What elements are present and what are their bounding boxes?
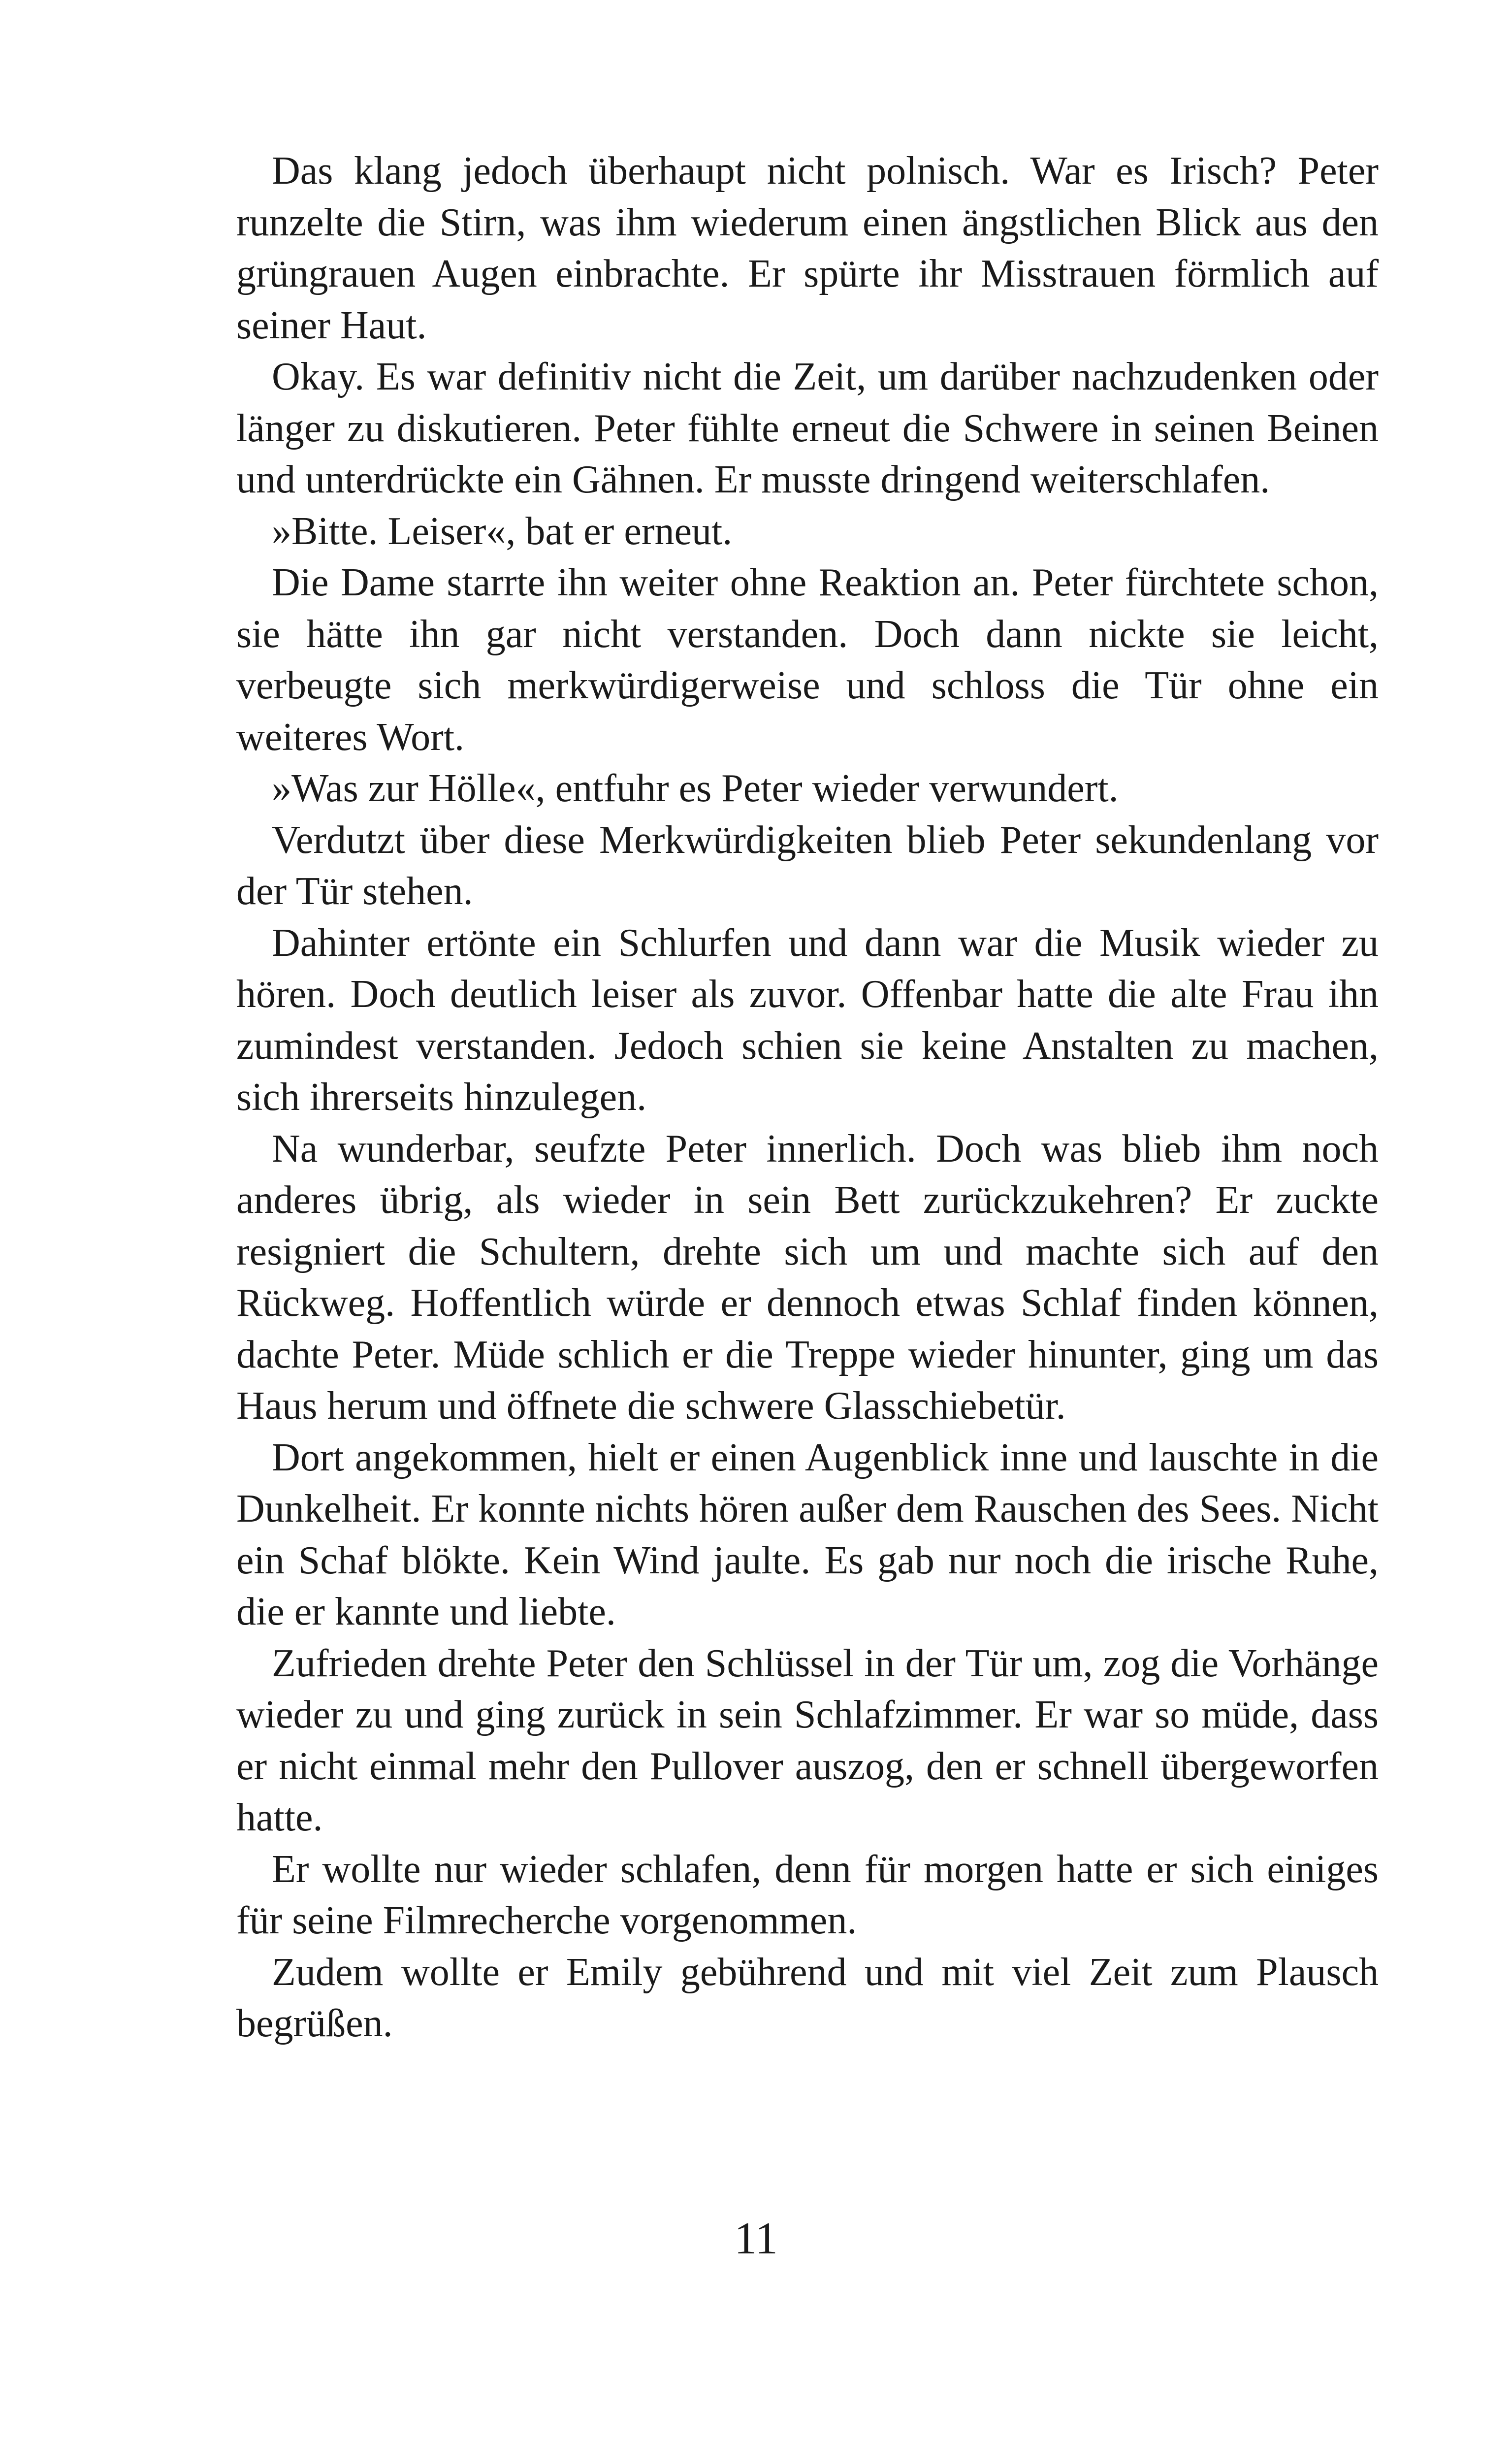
paragraph: Dahinter ertönte ein Schlurfen und dann war die Musik wieder zu hören. Doch deutlich leiser als zuvor. Offenbar hatte die alte Frau ihn zumindest verstanden. Jedoch schien sie keine Anstalten zu machen, sich ihrerseits hinzulegen. bbox=[236, 921, 1379, 1119]
paragraph: Er wollte nur wieder schlafen, denn für morgen hatte er sich einiges für seine Filmrecherche vorgenommen. bbox=[236, 1847, 1379, 1942]
paragraph: Na wunderbar, seufzte Peter innerlich. Doch was blieb ihm noch anderes übrig, als wieder in sein Bett zurückzukehren? Er zuckte resigniert die Schultern, drehte sich um und machte sich auf den Rückweg. Hoffentlich würde er dennoch etwas Schlaf finden können, dachte Peter. Müde schlich er die Treppe wieder hinunter, ging um das Haus herum und öffnete die schwere Glasschiebetür. bbox=[236, 1127, 1379, 1428]
paragraph: Verdutzt über diese Merkwürdigkeiten blieb Peter sekundenlang vor der Tür stehen. bbox=[236, 818, 1379, 913]
page-number: 11 bbox=[734, 2213, 778, 2263]
paragraph: »Was zur Hölle«, entfuhr es Peter wieder verwundert. bbox=[272, 767, 1119, 810]
paragraph: »Bitte. Leiser«, bat er erneut. bbox=[272, 509, 733, 553]
paragraph: Okay. Es war definitiv nicht die Zeit, um darüber nachzudenken oder länger zu diskutieren. Peter fühlte erneut die Schwere in seinen Beinen und unterdrückte ein Gähnen. Er musste dringend weiterschlafen. bbox=[236, 355, 1379, 501]
paragraph: Die Dame starrte ihn weiter ohne Reaktion an. Peter fürchtete schon, sie hätte ihn gar nicht verstanden. Doch dann nickte sie leicht, verbeugte sich merkwürdigerweise und schloss die Tür ohne ein weiteres Wort. bbox=[236, 561, 1379, 759]
paragraph: Dort angekommen, hielt er einen Augenblick inne und lauschte in die Dunkelheit. Er konnte nichts hören außer dem Rauschen des Sees. Nicht ein Schaf blökte. Kein Wind jaulte. Es gab nur noch die irische Ruhe, die er kannte und liebte. bbox=[236, 1435, 1379, 1633]
paragraph: Zudem wollte er Emily gebührend und mit viel Zeit zum Plausch begrüßen. bbox=[236, 1950, 1379, 2045]
paragraph: Zufrieden drehte Peter den Schlüssel in der Tür um, zog die Vorhänge wieder zu und ging zurück in sein Schlafzimmer. Er war so müde, dass er nicht einmal mehr den Pullover auszog, den er schnell übergeworfen hatte. bbox=[236, 1641, 1379, 1839]
body-text bbox=[236, 145, 1379, 2050]
paragraph: Das klang jedoch überhaupt nicht polnisch. War es Irisch? Peter runzelte die Stirn, was ihm wiederum einen ängstlichen Blick aus den grüngrauen Augen einbrachte. Er spürte ihr Misstrauen förmlich auf seiner Haut. bbox=[236, 149, 1379, 347]
